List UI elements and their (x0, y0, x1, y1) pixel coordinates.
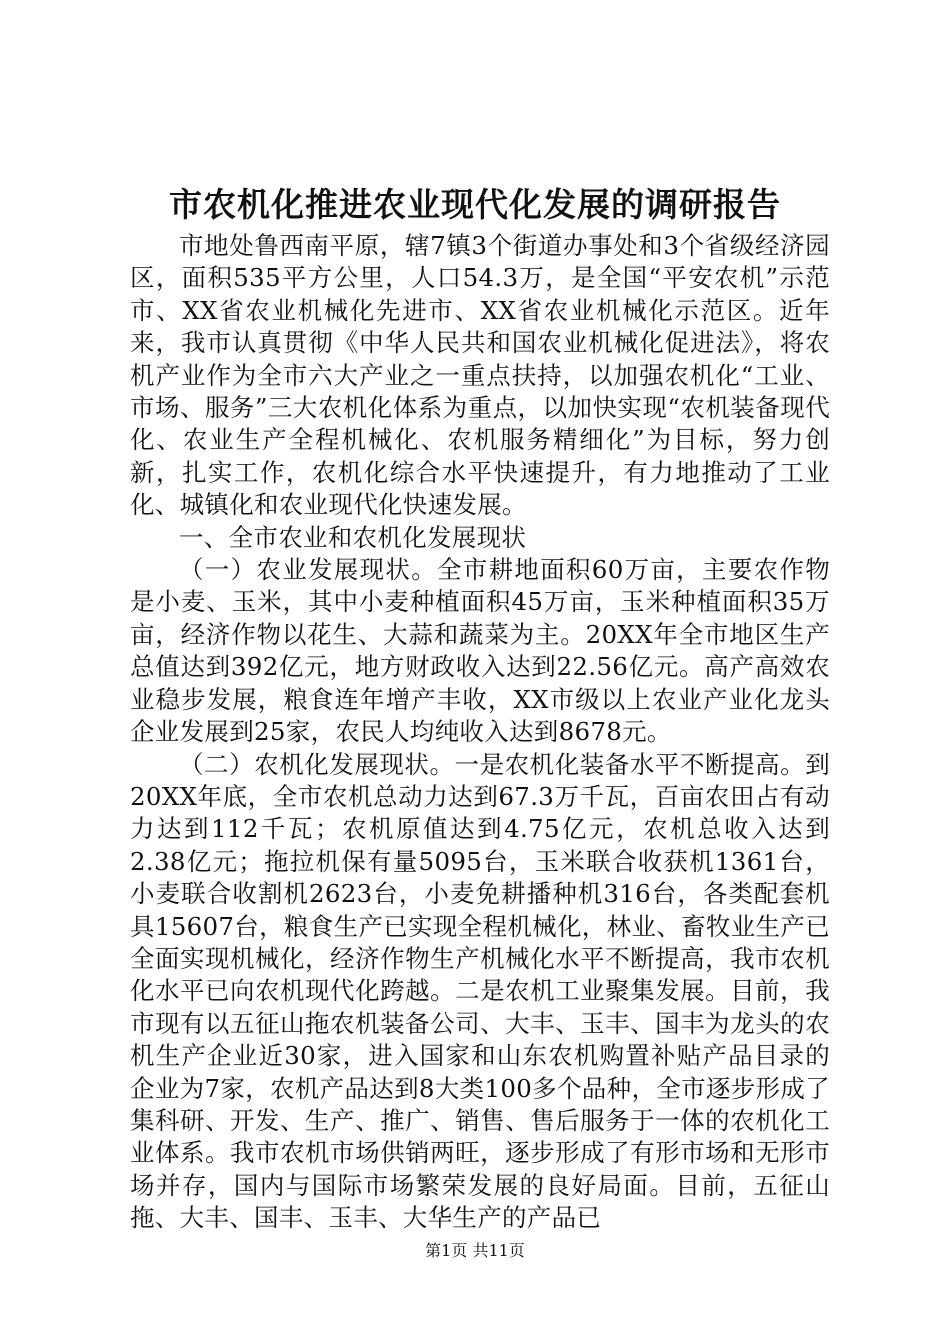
document-body (130, 230, 830, 1235)
page-footer: 第1页 共11页 (425, 1241, 525, 1260)
paragraph-intro: 市地处鲁西南平原，辖7镇3个街道办事处和3个省级经济园区，面积535平方公里，人口54.3万，是全国“平安农机”示范市、XX省农业机械化先进市、XX省农业机械化示范区。近年来，我市认真贯彻《中华人民共和国农业机械化促进法》，将农机产业作为全市六大产业之一重点扶持，以加强农机化“工业、市场、服务”三大农机化体系为重点，以加快实现“农机装备现代化、农业生产全程机械化、农机服务精细化”为目标，努力创新，扎实工作，农机化综合水平快速提升，有力地推动了工业化、城镇化和农业现代化快速发展。 (130, 231, 830, 520)
section-heading-1: 一、全市农业和农机化发展现状 (179, 522, 527, 552)
document-title: 市农机化推进农业现代化发展的调研报告 (169, 185, 781, 224)
paragraph-agriculture-status: （一）农业发展现状。全市耕地面积60万亩，主要农作物是小麦、玉米，其中小麦种植面积45万亩，玉米种植面积35万亩，经济作物以花生、大蒜和蔬菜为主。20XX年全市地区生产总值达到392亿元，地方财政收入达到22.56亿元。高产高效农业稳步发展，粮食连年增产丰收，XX市级以上农业产业化龙头企业发展到25家，农民人均纯收入达到8678元。 (130, 555, 830, 747)
paragraph-mechanization-status: （二）农机化发展现状。一是农机化装备水平不断提高。到20XX年底，全市农机总动力达到67.3万千瓦，百亩农田占有动力达到112千瓦；农机原值达到4.75亿元，农机总收入达到2.38亿元；拖拉机保有量5095台，玉米联合收获机1361台，小麦联合收割机2623台，小麦免耕播种机316台，各类配套机具15607台，粮食生产已实现全程机械化，林业、畜牧业生产已全面实现机械化，经济作物生产机械化水平不断提高，我市农机化水平已向农机现代化跨越。二是农机工业聚集发展。目前，我市现有以五征山拖农机装备公司、大丰、玉丰、国丰为龙头的农机生产企业近30家，进入国家和山东农机购置补贴产品目录的企业为7家，农机产品达到8大类100多个品种，全市逐步形成了集科研、开发、生产、推广、销售、售后服务于一体的农机化工业体系。我市农机市场供销两旺，逐步形成了有形市场和无形市场并存，国内与国际市场繁荣发展的良好局面。目前，五征山拖、大丰、国丰、玉丰、大华生产的产品已 (130, 749, 830, 1233)
